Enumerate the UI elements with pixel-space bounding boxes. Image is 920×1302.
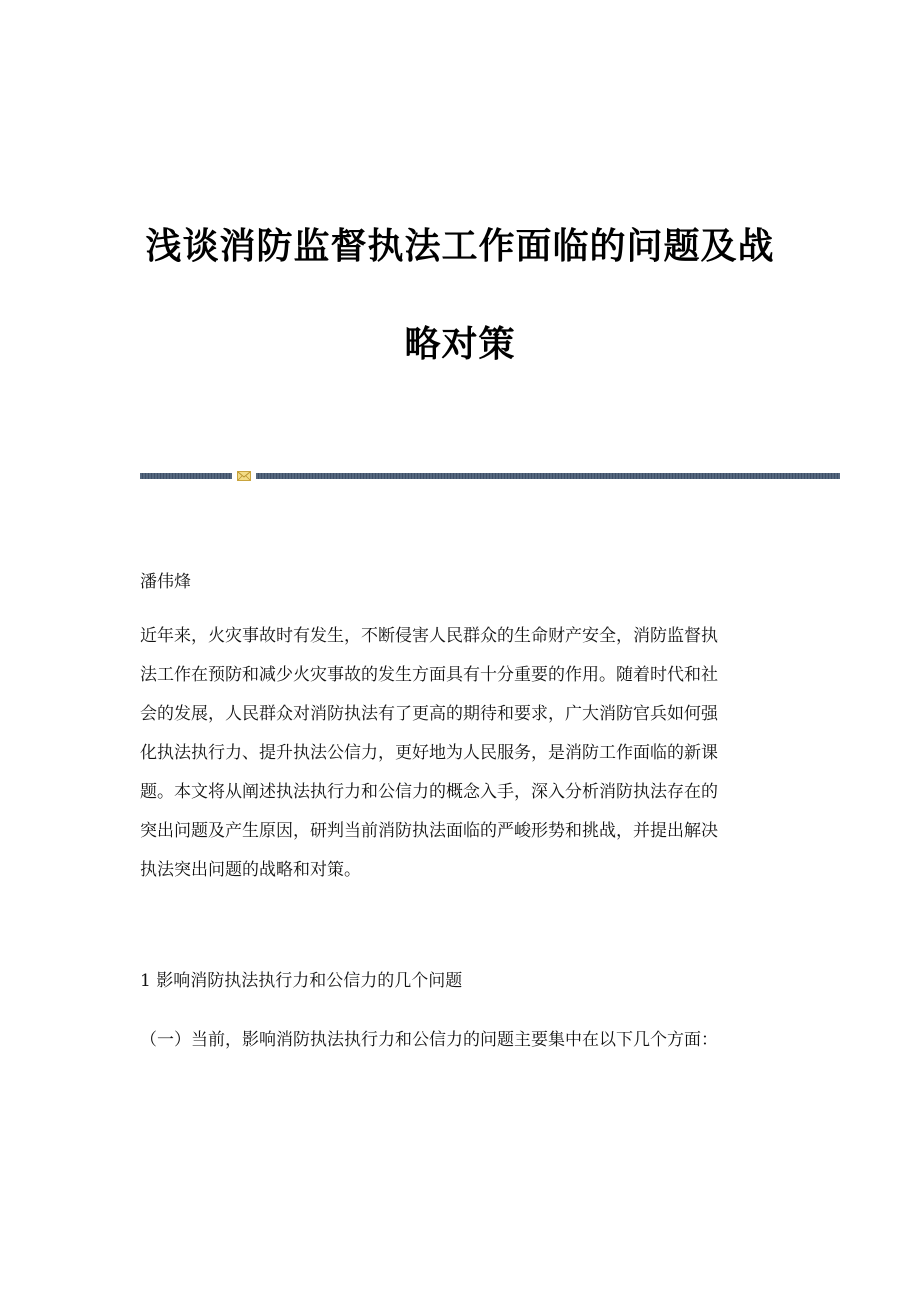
paragraph-line: 近年来，火灾事故时有发生，不断侵害人民群众的生命财产安全，消防监督执 bbox=[140, 626, 718, 646]
intro-paragraph bbox=[140, 617, 780, 890]
paragraph-line: 法工作在预防和减少火灾事故的发生方面具有十分重要的作用。随着时代和社 bbox=[140, 665, 718, 685]
divider-bar-right bbox=[256, 473, 840, 479]
divider-bar-left bbox=[140, 473, 232, 479]
paragraph-line: 突出问题及产生原因，研判当前消防执法面临的严峻形势和挑战，并提出解决 bbox=[140, 821, 718, 841]
divider-ornament-icon bbox=[237, 471, 251, 481]
section-subheading: （一）当前，影响消防执法执行力和公信力的问题主要集中在以下几个方面： bbox=[140, 1030, 718, 1050]
paragraph-line: 题。本文将从阐述执法执行力和公信力的概念入手，深入分析消防执法存在的 bbox=[140, 782, 718, 802]
document-title-line-1: 浅谈消防监督执法工作面临的问题及战 bbox=[145, 226, 775, 267]
title-divider bbox=[140, 471, 840, 481]
paragraph-line: 执法突出问题的战略和对策。 bbox=[140, 860, 361, 880]
document-title-line-2: 略对策 bbox=[404, 324, 516, 365]
paragraph-line: 会的发展，人民群众对消防执法有了更高的期待和要求，广大消防官兵如何强 bbox=[140, 704, 718, 724]
section-heading: 1 影响消防执法执行力和公信力的几个问题 bbox=[140, 971, 463, 991]
author-name: 潘伟烽 bbox=[140, 572, 191, 592]
paragraph-line: 化执法执行力、提升执法公信力，更好地为人民服务，是消防工作面临的新课 bbox=[140, 743, 718, 763]
